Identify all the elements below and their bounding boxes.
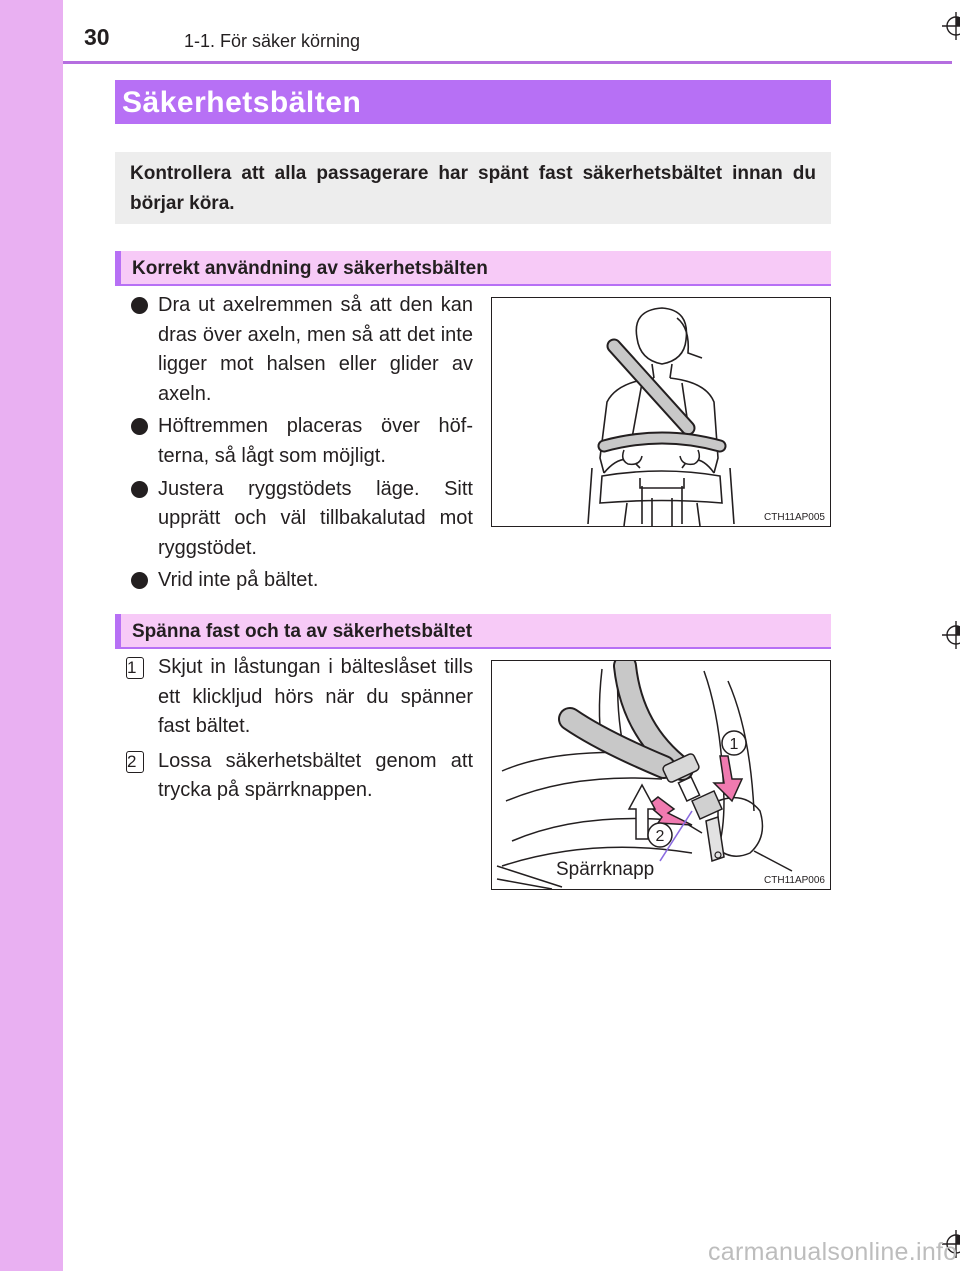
callout-number: 2	[655, 828, 665, 845]
section-heading-fasten	[115, 614, 831, 649]
list-item	[130, 566, 473, 596]
bullet-icon	[131, 297, 148, 314]
release-button-label: Spärrknapp	[556, 859, 655, 880]
figure-code: CTH11AP005	[764, 512, 825, 523]
list-item-text: Vrid inte på bältet.	[158, 569, 319, 592]
list-item-text: Skjut in låstungan i bälteslåset tills ett klickljud hörs när du spänner fast bältet.	[158, 656, 473, 738]
fasten-step-list	[126, 653, 473, 811]
list-item-text: Dra ut axelremmen så att den kan dras över axeln, men så att det inte ligger mot halsen eller glider av axeln.	[158, 294, 473, 405]
buckle-drawing	[492, 661, 831, 890]
watermark: carmanualsonline.info	[708, 1238, 958, 1266]
page-title: Säkerhetsbälten	[122, 86, 362, 119]
list-item	[130, 291, 473, 409]
list-item-text: Justera ryggstödets läge. Sitt upprätt och väl tillbakalutad mot ryggstödet.	[158, 477, 473, 559]
bullet-icon	[131, 572, 148, 589]
intro-box	[115, 152, 831, 224]
intro-text: Kontrollera att alla passagerare har spänt fast säkerhetsbältet innan du börjar köra.	[130, 163, 816, 214]
figure-code: CTH11AP006	[764, 875, 825, 886]
side-color-strip	[0, 0, 63, 1271]
list-item-text: Höftremmen placeras över höf-terna, så lågt som möjligt.	[158, 415, 473, 467]
crop-mark-icon	[942, 621, 960, 649]
section-heading-text: Spänna fast och ta av säkerhetsbältet	[132, 621, 473, 642]
usage-bullet-list	[130, 291, 473, 599]
step-number: 1	[126, 657, 144, 679]
section-heading-text: Korrekt användning av säkerhetsbälten	[132, 258, 488, 279]
header-rule	[63, 61, 952, 64]
bullet-icon	[131, 481, 148, 498]
callout-number: 1	[729, 736, 739, 753]
list-item	[130, 412, 473, 471]
page-title-bar	[115, 80, 831, 124]
buckle-illustration	[491, 660, 831, 890]
step-number: 2	[126, 751, 144, 773]
page-number: 30	[84, 24, 110, 50]
section-heading-usage	[115, 251, 831, 286]
seated-person-illustration	[491, 297, 831, 527]
list-item	[130, 475, 473, 564]
bullet-icon	[131, 418, 148, 435]
crop-mark-icon	[942, 12, 960, 40]
seated-person-drawing	[492, 298, 831, 527]
list-item	[126, 653, 473, 742]
list-item-text: Lossa säkerhetsbältet genom att trycka på spärrknappen.	[158, 749, 473, 802]
chapter-title: 1-1. För säker körning	[184, 31, 361, 51]
list-item	[126, 747, 473, 806]
